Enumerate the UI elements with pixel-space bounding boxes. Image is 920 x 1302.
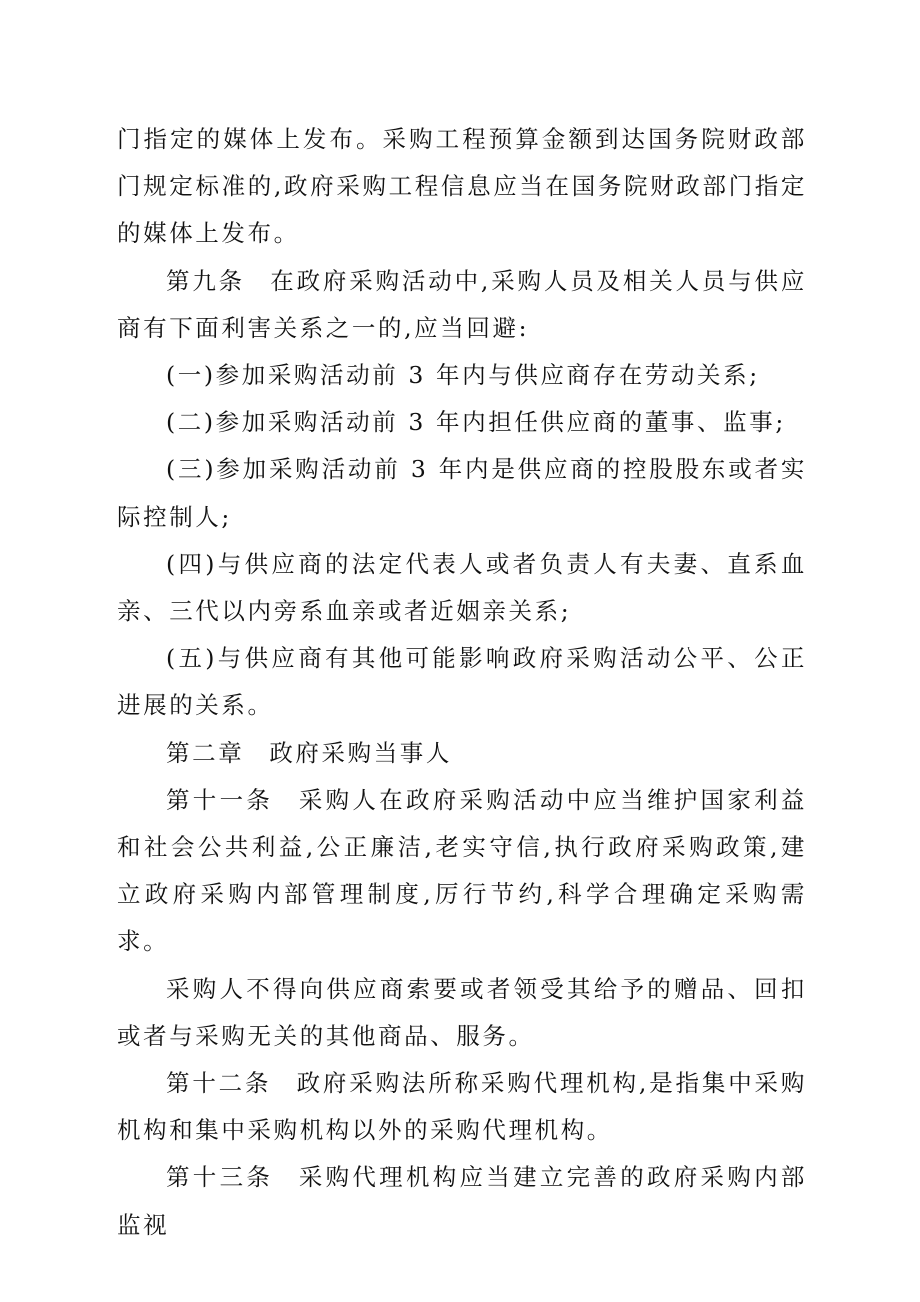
article-12	[117, 1060, 807, 1154]
chapter-title: 政府采购当事人	[269, 738, 453, 767]
paragraph-continuation: 门指定的媒体上发布。采购工程预算金额到达国务院财政部门规定标准的,政府采购工程信息应当在国务院财政部门指定的媒体上发布。	[117, 125, 807, 248]
list-item-2: (二)参加采购活动前 3 年内担任供应商的董事、监事;	[166, 408, 786, 437]
chapter-heading	[117, 730, 807, 777]
list-item-1: (一)参加采购活动前 3 年内与供应商存在劳动关系;	[166, 361, 760, 390]
article-number: 第十二条	[166, 1069, 272, 1098]
article-9	[117, 258, 807, 352]
article-text: 政府采购法所称采购代理机构,是指集中采购机构和集中采购机构以外的采购代理机构。	[117, 1069, 807, 1145]
article-number: 第十三条	[166, 1163, 274, 1192]
article-number: 第九条	[166, 266, 246, 295]
article-number: 第十一条	[166, 785, 274, 814]
article-text: 采购人在政府采购活动中应当维护国家利益和社会公共利益,公正廉洁,老实守信,执行政府采购政策,建立政府采购内部管理制度,厉行节约,科学合理确定采购需求。	[117, 785, 807, 956]
paragraph: 采购人不得向供应商索要或者领受其给予的赠品、回扣或者与采购无关的其他商品、服务。	[117, 974, 807, 1050]
article-text: 采购代理机构应当建立完善的政府采购内部监视	[117, 1163, 807, 1239]
article-11	[117, 777, 807, 966]
list-item-4: (四)与供应商的法定代表人或者负责人有夫妻、直系血亲、三代以内旁系血亲或者近姻亲关系;	[117, 549, 807, 626]
chapter-number: 第二章	[166, 738, 245, 767]
document-page	[117, 116, 807, 1249]
article-text: 在政府采购活动中,采购人员及相关人员与供应商有下面利害关系之一的,应当回避:	[117, 266, 807, 342]
article-13	[117, 1154, 807, 1248]
list-item-5: (五)与供应商有其他可能影响政府采购活动公平、公正进展的关系。	[117, 644, 807, 720]
list-item-3: (三)参加采购活动前 3 年内是供应商的控股股东或者实际控制人;	[117, 455, 807, 531]
